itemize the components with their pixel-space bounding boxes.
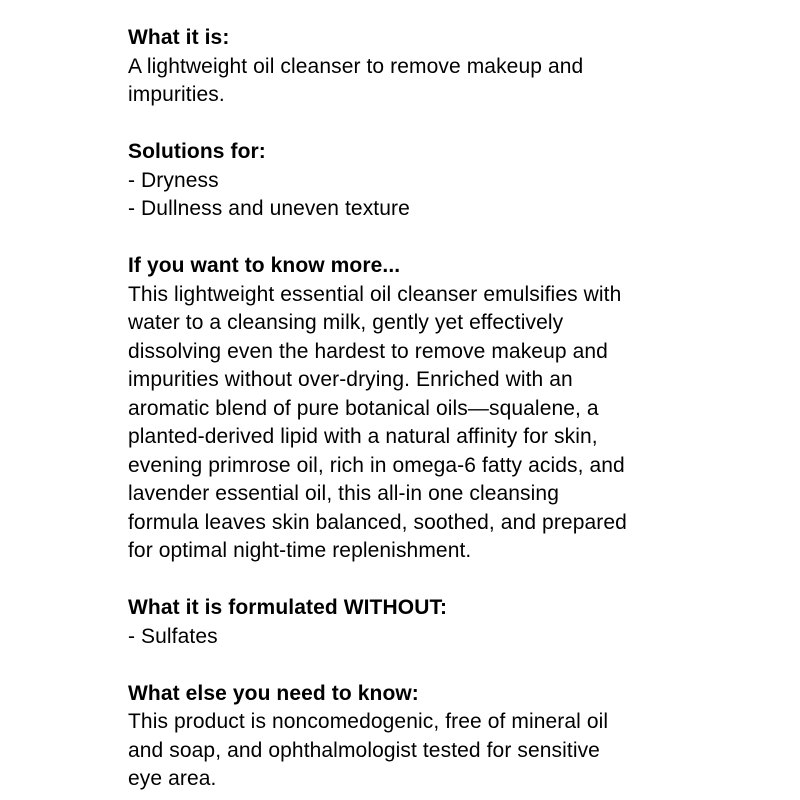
text-line: A lightweight oil cleanser to remove makeup and <box>128 54 584 78</box>
text-line: lavender essential oil, this all-in one cleansing <box>128 482 559 505</box>
text-line: impurities without over-drying. Enriched with an <box>128 368 573 391</box>
text-line: water to a cleansing milk, gently yet effectively <box>128 311 564 334</box>
paragraph-gap <box>128 566 788 595</box>
text-line: impurities. <box>128 83 225 106</box>
section-solutions-for <box>128 138 788 224</box>
paragraph-gap <box>128 651 788 680</box>
section-heading: What it is: <box>128 26 230 49</box>
text-line: evening primrose oil, rich in omega-6 fatty acids, and <box>128 453 625 477</box>
text-line: aromatic blend of pure botanical oils—squalene, a <box>128 396 599 420</box>
product-description <box>128 24 788 794</box>
section-heading: If you want to know more... <box>128 254 401 277</box>
list-item: - Dullness and uneven texture <box>128 197 410 220</box>
section-formulated-without <box>128 594 788 651</box>
section-heading: What it is formulated WITHOUT: <box>128 596 448 619</box>
list-item: - Dryness <box>128 168 219 192</box>
paragraph-gap <box>128 110 788 139</box>
text-line: This lightweight essential oil cleanser emulsifies with <box>128 282 622 306</box>
section-heading: What else you need to know: <box>128 681 419 705</box>
section-heading: Solutions for: <box>128 140 266 163</box>
text-line: formula leaves skin balanced, soothed, and prepared <box>128 510 627 534</box>
text-line: eye area. <box>128 767 217 790</box>
section-what-it-is <box>128 24 788 110</box>
section-know-more <box>128 252 788 566</box>
text-line: This product is noncomedogenic, free of mineral oil <box>128 710 609 733</box>
text-line: planted-derived lipid with a natural affinity for skin, <box>128 425 598 448</box>
text-line: for optimal night-time replenishment. <box>128 539 472 562</box>
text-line: and soap, and ophthalmologist tested for sensitive <box>128 738 600 762</box>
paragraph-gap <box>128 224 788 253</box>
text-line: dissolving even the hardest to remove makeup and <box>128 339 608 363</box>
section-else-to-know <box>128 680 788 794</box>
list-item: - Sulfates <box>128 624 218 648</box>
